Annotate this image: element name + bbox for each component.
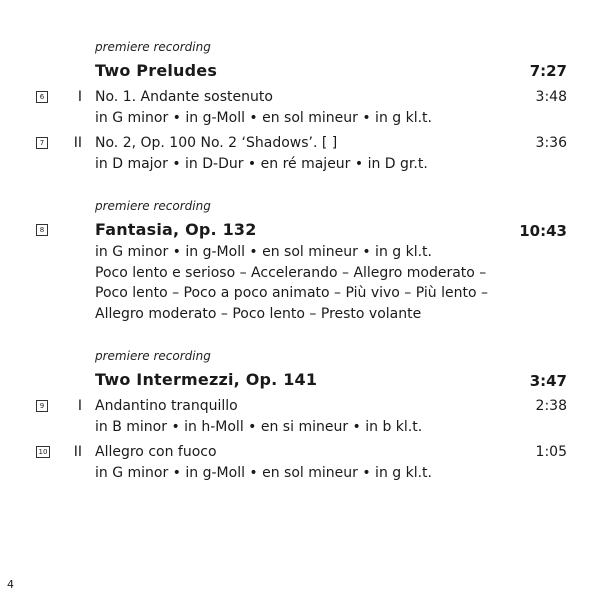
tempo-line: Poco lento – Poco a poco animato – Più vivo – Più lento – bbox=[95, 285, 488, 301]
work-total-time: 10:43 bbox=[519, 222, 567, 240]
movement-numeral: II bbox=[73, 444, 82, 460]
track-time: 3:48 bbox=[535, 89, 567, 105]
tempo-line: Allegro moderato – Poco lento – Presto volante bbox=[95, 306, 422, 322]
track-title: No. 2, Op. 100 No. 2 ‘Shadows’. [ ] bbox=[95, 135, 338, 151]
premiere-note: premiere recording bbox=[95, 199, 211, 213]
work-total-time: 7:27 bbox=[529, 62, 567, 80]
movement-numeral: I bbox=[77, 398, 82, 414]
work-keys: in G minor • in g-Moll • en sol mineur • in g kl.t. bbox=[95, 244, 432, 260]
track-keys: in G minor • in g-Moll • en sol mineur • in g kl.t. bbox=[95, 110, 432, 126]
track-title: No. 1. Andante sostenuto bbox=[95, 89, 273, 105]
premiere-note: premiere recording bbox=[95, 349, 211, 363]
premiere-note: premiere recording bbox=[95, 40, 211, 54]
track-time: 3:36 bbox=[535, 135, 567, 151]
track-time: 2:38 bbox=[535, 398, 567, 414]
tempo-line: Poco lento e serioso – Accelerando – Allegro moderato – bbox=[95, 265, 487, 281]
work-title: Two Intermezzi, Op. 141 bbox=[95, 370, 318, 389]
track-number-box: 10 bbox=[36, 446, 50, 458]
movement-numeral: II bbox=[73, 135, 82, 151]
work-total-time: 3:47 bbox=[529, 372, 567, 390]
movement-numeral: I bbox=[77, 89, 82, 105]
track-keys: in G minor • in g-Moll • en sol mineur • in g kl.t. bbox=[95, 465, 432, 481]
track-number-box: 8 bbox=[36, 224, 48, 236]
track-keys: in D major • in D-Dur • en ré majeur • in D gr.t. bbox=[95, 156, 428, 172]
track-title: Andantino tranquillo bbox=[95, 398, 238, 414]
track-keys: in B minor • in h-Moll • en si mineur • in b kl.t. bbox=[95, 419, 423, 435]
track-number-box: 9 bbox=[36, 400, 48, 412]
track-number-box: 7 bbox=[36, 137, 48, 149]
track-time: 1:05 bbox=[535, 444, 567, 460]
page-number: 4 bbox=[7, 578, 14, 591]
work-title: Fantasia, Op. 132 bbox=[95, 220, 257, 239]
track-number-box: 6 bbox=[36, 91, 48, 103]
work-title: Two Preludes bbox=[95, 61, 218, 80]
track-title: Allegro con fuoco bbox=[95, 444, 217, 460]
